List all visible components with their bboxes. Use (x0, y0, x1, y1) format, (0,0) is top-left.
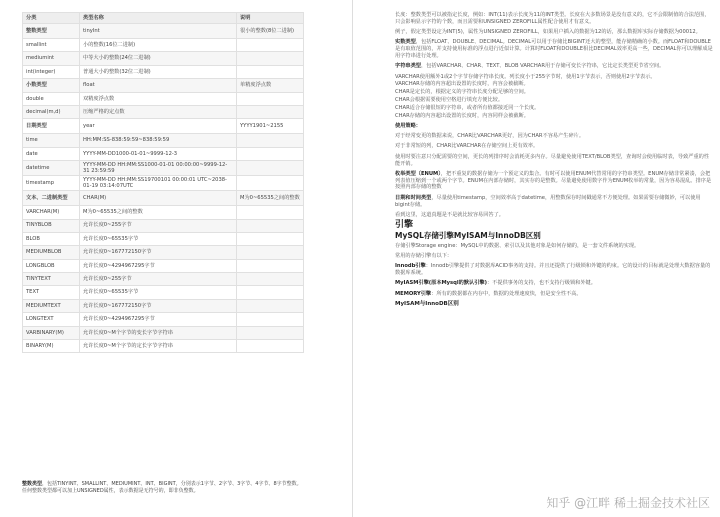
cell-type-name: 允许长度0~65535字节 (80, 232, 237, 245)
cell-description (237, 259, 304, 272)
paragraph-text: ：Innodb引擎提供了对数据库ACID事务的支持。并且还提供了行级锁和外键的约束。它的设计的目标就是处理大数据容量的数据库系统。 (395, 263, 711, 277)
paragraph: 对于非常短的列，CHAR比VARCHAR在存储空间上更有效率。 (395, 143, 539, 150)
header-type-name: 类型名称 (80, 13, 237, 24)
paragraph: 常用的存储引擎有以下： (395, 253, 453, 260)
table-row (23, 119, 304, 134)
cell-description (237, 105, 304, 118)
cell-description (237, 286, 304, 299)
cell-description (237, 176, 304, 191)
table-row (23, 340, 304, 353)
cell-description (237, 92, 304, 105)
table-row (23, 92, 304, 105)
table-row (23, 206, 304, 219)
cell-category: time (23, 134, 80, 147)
cell-type-name: 允许长度0~4294967295字节 (80, 259, 237, 272)
bold-term: 使用策略： (395, 122, 421, 129)
minor-heading: MyISAM与InnoDB区别 (395, 301, 459, 307)
cell-type-name: tinyInt (80, 24, 237, 39)
paragraph (395, 195, 713, 209)
cell-type-name: 允许长度0~4294967295字节 (80, 313, 237, 326)
cell-type-name: YYYY-MM-DD1000-01-01~9999-12-3 (80, 147, 237, 160)
bold-term: MEMORY引擎 (395, 290, 432, 297)
paragraph-text: ，尽量使用timestamp，空间效率高于datetime，用整数保存时间戳通常不方便处理。如果需要存储微妙，可以使用bigint存储。 (395, 194, 701, 208)
table-row (23, 273, 304, 286)
table-row (23, 259, 304, 272)
cell-category: TINYBLOB (23, 219, 80, 232)
paragraph (395, 171, 713, 191)
table-row (23, 299, 304, 312)
table-row (23, 191, 304, 206)
bold-term: Innodb引擎 (395, 263, 426, 270)
paragraph (395, 280, 713, 287)
section-heading: 引擎 (395, 220, 414, 231)
cell-type-name: CHAR(M) (80, 191, 237, 206)
table-row (23, 134, 304, 147)
cell-category: decimal(m,d) (23, 105, 80, 118)
cell-type-name: YYYY-MM-DD HH:MM:SS19700101 00:00:01 UTC~2038-01-19 03:14:07UTC (80, 176, 237, 191)
cell-description (237, 313, 304, 326)
paragraph: CHAR会根据需要使用空格进行填充方便比较。 (395, 96, 504, 103)
cell-type-name: M为0~65535之间的整数 (80, 206, 237, 219)
cell-description (237, 206, 304, 219)
cell-category: LONGBLOB (23, 259, 80, 272)
table-row (23, 147, 304, 160)
paragraph: 存储引擎Storage engine：MySQL中的数据、索引以及其他对象是如何存储的，是一套文件系统的实现。 (395, 242, 640, 249)
cell-type-name: 允许长度0~255字节 (80, 273, 237, 286)
header-description: 说明 (237, 13, 304, 24)
cell-type-name: YYYY-MM-DD HH:MM:SS1000-01-01 00:00:00~9999-12-31 23:59:59 (80, 161, 237, 176)
watermark: 知乎 @江畔 稀土掘金技术社区 (546, 496, 710, 510)
right-page (353, 0, 720, 517)
cell-category: date (23, 147, 80, 160)
cell-description (237, 326, 304, 339)
cell-description (237, 147, 304, 160)
integer-types-note (22, 481, 304, 495)
paragraph: 使用时要注意只分配需要的空间，更长的列排序时会消耗更多内存。尽量避免使用TEXT/BLOB类型，查询时会使用临时表，导致严重的性能开销。 (395, 153, 710, 167)
cell-description (237, 246, 304, 259)
cell-category: 文本、二进制类型 (23, 191, 80, 206)
table-header-row (23, 13, 304, 24)
cell-description (237, 340, 304, 353)
paragraph-text: ，包括VARCHAR、CHAR、TEXT、BLOB VARCHAR用于存储可变长字符串，它比定长类型更节省空间。 (420, 63, 665, 70)
cell-type-name: 允许长度0~M个字节的变长字节字符串 (80, 326, 237, 339)
table-row (23, 79, 304, 92)
bold-term: 字符串类型 (395, 63, 421, 70)
cell-description (237, 39, 304, 52)
table-row (23, 52, 304, 65)
note-text: ，包括TINYINT、SMALLINT、MEDIUMINT、INT、BIGINT，分别表示1字节、2字节、3字节、4字节、8字节整数。任何整数类型都可以加上UNSIGNED属性，表示数据是无符号的，即非负整数。 (22, 481, 302, 494)
cell-category: BLOB (23, 232, 80, 245)
cell-description (237, 299, 304, 312)
paragraph: 对于经常变更的数据来说，CHAR比VARCHAR更好，因为CHAR不容易产生碎片。 (395, 133, 585, 140)
cell-type-name: 双精度浮点数 (80, 92, 237, 105)
cell-description (237, 161, 304, 176)
cell-category: 小数类型 (23, 79, 80, 92)
paragraph: VARCHAR使用额外1或2个字节存储字符串长度。列长度小于255字节时，使用1字节表示，否则使用2字节表示。 (395, 73, 656, 80)
cell-category: VARCHAR(M) (23, 206, 80, 219)
cell-type-name: float (80, 79, 237, 92)
note-bold: 整数类型 (22, 481, 43, 487)
cell-description: YYYY1901~2155 (237, 119, 304, 134)
cell-type-name: HH:MM:SS-838:59:59~838:59:59 (80, 134, 237, 147)
data-types-table (22, 12, 304, 353)
cell-category: 整数类型 (23, 24, 80, 39)
cell-category: timestamp (23, 176, 80, 191)
table-row (23, 246, 304, 259)
bold-term: 实数类型 (395, 39, 416, 46)
cell-description (237, 52, 304, 65)
cell-type-name: 允许长度0~255字节 (80, 219, 237, 232)
table-row (23, 219, 304, 232)
subsection-heading: MySQL存储引擎MyISAM与InnoDB区别 (395, 230, 541, 240)
paragraph: CHAR适合存储很短的字符串，或者所有值都接近同一个长度。 (395, 104, 540, 111)
cell-category: TEXT (23, 286, 80, 299)
paragraph: 例子，假定类型设定为INT(5)，属性为UNSIGNED ZEROFILL，如果用户插入的数据为12的话，那么数据库实际存储数据为00012。 (395, 29, 701, 36)
paragraph: 看到这里，这道真题是不是就比较容易回答了。 (395, 211, 504, 218)
paragraph (395, 39, 713, 59)
cell-type-name: 压缩严格的定点数 (80, 105, 237, 118)
cell-description (237, 232, 304, 245)
bold-term: 枚举类型（ENUM） (395, 170, 441, 177)
bold-term: MyIASM引擎(原本Mysql的默认引擎) (395, 280, 487, 287)
table-row (23, 161, 304, 176)
cell-type-name: 中等大小的整数(24位二进制) (80, 52, 237, 65)
table-row (23, 24, 304, 39)
table-row (23, 326, 304, 339)
paragraph-text: ：不提供事务的支持，也不支持行级锁和外键。 (486, 280, 596, 287)
cell-category: MEDIUMBLOB (23, 246, 80, 259)
table-row (23, 286, 304, 299)
cell-category: TINYTEXT (23, 273, 80, 286)
cell-type-name: 允许长度0~M个字节的定长字节字符串 (80, 340, 237, 353)
left-page (0, 0, 352, 517)
paragraph (395, 263, 713, 277)
cell-type-name: 普通大小的整数(32位二进制) (80, 65, 237, 78)
paragraph (395, 63, 713, 70)
paragraph: CHAR是定长的，根据定义的字符串长度分配足够的空间。 (395, 89, 529, 96)
cell-type-name: 允许长度0~167772150字节 (80, 299, 237, 312)
cell-type-name: 小的整数(16位二进制) (80, 39, 237, 52)
paragraph: CHAR存储的内容超出设置的长度时，内容同样会被截断。 (395, 112, 529, 119)
paragraph (395, 123, 713, 130)
cell-category: smallint (23, 39, 80, 52)
table-row (23, 65, 304, 78)
cell-category: LONGTEXT (23, 313, 80, 326)
cell-category: int(integer) (23, 65, 80, 78)
cell-category: double (23, 92, 80, 105)
right-content (395, 12, 713, 310)
cell-description (237, 134, 304, 147)
cell-type-name: 允许长度0~65535字节 (80, 286, 237, 299)
cell-type-name: year (80, 119, 237, 134)
cell-category: datetime (23, 161, 80, 176)
paragraph: VARCHAR存储的内容超出设置的长度时，内容会被截断。 (395, 81, 529, 88)
paragraph (395, 291, 713, 298)
table-row (23, 232, 304, 245)
table-row (23, 39, 304, 52)
cell-category: mediumint (23, 52, 80, 65)
cell-category: 日期类型 (23, 119, 80, 134)
cell-type-name: 允许长度0~167772150字节 (80, 246, 237, 259)
table-row (23, 313, 304, 326)
cell-category: VARBINARY(M) (23, 326, 80, 339)
cell-description: M为0~65535之间的整数 (237, 191, 304, 206)
cell-description (237, 219, 304, 232)
cell-description (237, 273, 304, 286)
bold-term: 日期和时间类型 (395, 194, 432, 201)
table-row (23, 105, 304, 118)
paragraph-text: ，包括FLOAT、DOUBLE、DECIMAL。DECIMAL可以用于存储比BIGINT还大的整型，能存储精确的小数。而FLOAT和DOUBLE是有取值范围的，并支持使用标准的浮点进行近似计算。计算时FLOAT和DOUBLE相比DECIMAL效率更高一些，DECIMAL你可以理解成是用字符串进行处理。 (395, 39, 713, 59)
cell-description: 很小的整数(8位二进制) (237, 24, 304, 39)
paragraph-text: ：所有的数据都在内存中，数据的处理速度快，但是安全性不高。 (431, 290, 582, 297)
cell-description: 单精度浮点数 (237, 79, 304, 92)
cell-category: MEDIUMTEXT (23, 299, 80, 312)
table-row (23, 176, 304, 191)
cell-description (237, 65, 304, 78)
paragraph-text: ，把不重复的数据存储为一个预定义的集合。有时可以使用ENUM代替常用的字符串类型。ENUM存储非常紧凑，会把列表值压缩到一个或两个字节。ENUM在内部存储时，其实存的是整数。尽量避免使用数字作为ENUM枚举的常量，因为容易混乱。排序是按照内部存储的整数 (395, 170, 712, 191)
header-category: 分类 (23, 13, 80, 24)
paragraph: 长度：整数类型可以被指定长度，例如：INT(11)表示长度为11的INT类型。长度在大多数场景是没有意义的，它不会限制值的合法范围，只会影响显示字符的个数，而且需要和UNSIGNED ZEROFILL属性配合使用才有意义。 (395, 12, 710, 25)
cell-category: BINARY(M) (23, 340, 80, 353)
